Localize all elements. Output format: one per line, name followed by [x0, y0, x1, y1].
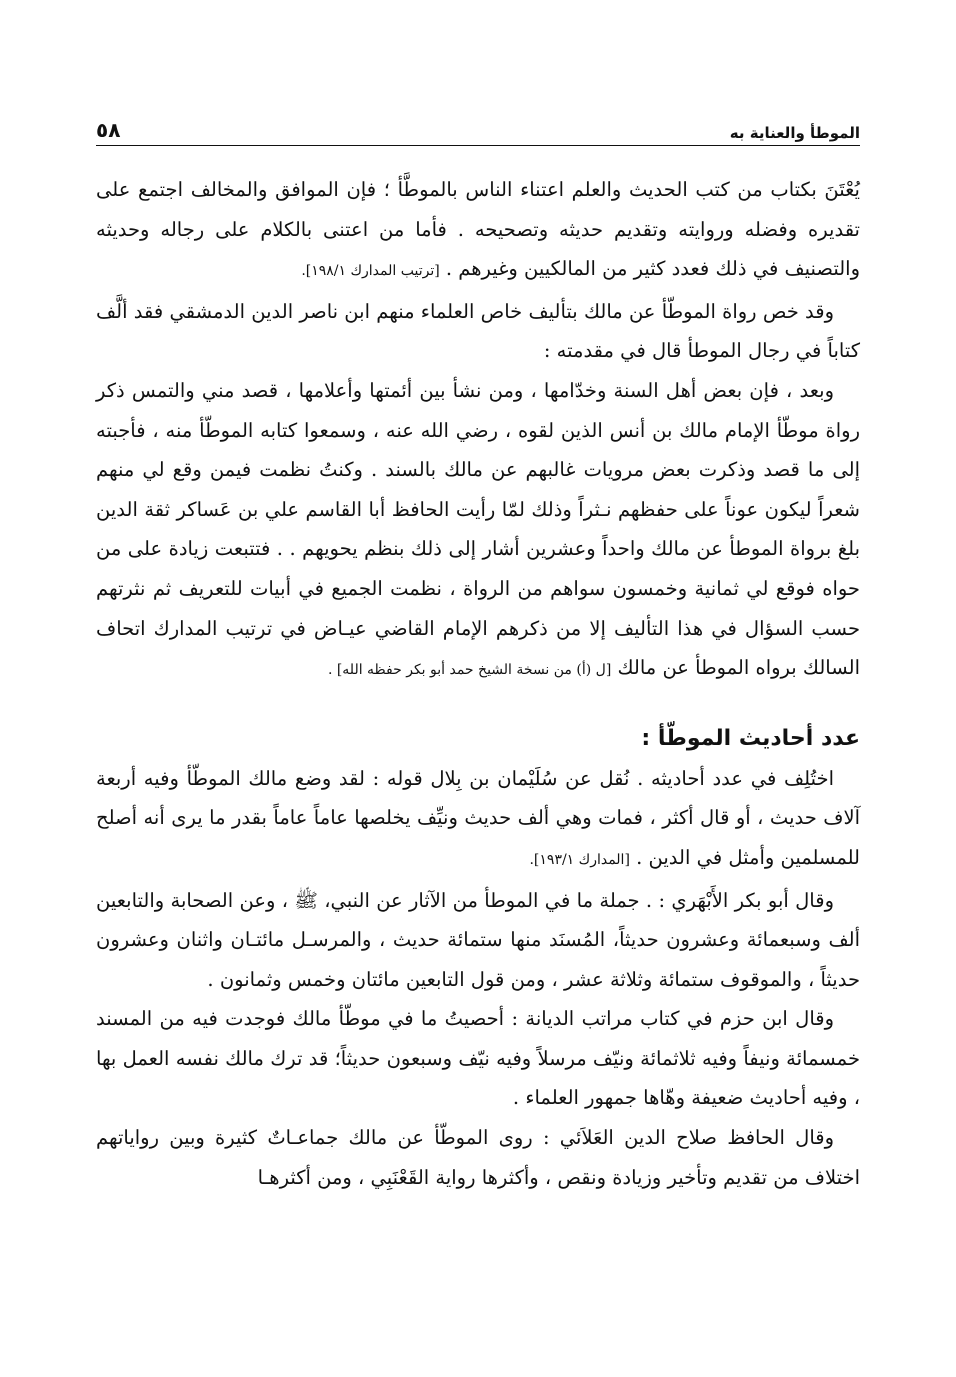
paragraph-7 [96, 1118, 860, 1197]
paragraph-5-text-before: وقال أبو بكر الأَبْهَري : . جملة ما في الموطأ من الآثار عن النبي، [324, 888, 834, 912]
paragraph-2 [96, 292, 860, 371]
paragraph-1-text: يُعْتَنَ بكتاب من كتب الحديث والعلم اعتناء الناس بالموطَّأ ؛ فإن الموافق والمخالف اجتمع على تقديره وفضله وروايته وتقديم حديثه وتصحيحه . فأما من اعتنى بالكلام على رجاله وحديثه والتصنيف في ذلك فعدد كثير من المالكيين وغيرهم . [96, 178, 860, 281]
running-title: الموطأ والعناية به [729, 124, 860, 142]
salawat-symbol: ﷺ [294, 888, 318, 912]
paragraph-3-text: وبعد ، فإن بعض أهل السنة وخدّامها ، ومن نشأ بين أئمتها وأعلامها ، قصد مني والتمس ذكر رواة موطّأ الإمام مالك بن أنس الذين لقوه ، رضي الله عنه ، وسمعوا كتابه الموطّأ منه ، فأجبته إلى ما قصد وذكرت بعض مرويات غالبهم عن مالك بالسند . وكنتُ نظمت فيمن وقع لي منهم شعراً ليكون عوناً على حفظهم نـثراً وذلك لمّا رأيت الحافظ أبا القاسم علي بن عَساكر ثقة الدين بلغ برواة الموطأ عن مالك واحداً وعشرين أشار إلى ذلك بنظم يحويهم . . فتتبعت زيادة على من حواه فوقع لي ثمانية وخمسون سواهم من الرواة ، نظمت الجميع في أبيات للتعريف ثم نثرتهم حسب السؤال في هذا التأليف إلا من ذكرهم الإمام القاضي عيـاض في ترتيب المدارك اتحاف السالك برواه الموطأ عن مالك [96, 378, 860, 680]
body-text [96, 170, 860, 1197]
paragraph-6-text: وقال ابن حزم في كتاب مراتب الديانة : أحصيتُ ما في موطّأ مالك فوجدت فيه من المسند خمسمائة ونيفاً وفيه ثلاثمائة ونيّف مرسلاً وفيه نيّف وسبعون حديثاً؛ قد ترك مالك نفسه العمل بها ، وفيه أحاديث ضعيفة وهّاها جمهور العلماء . [96, 1007, 860, 1110]
citation-3: [ل (أ) من نسخة الشيخ حمد أبو بكر حفظه الله] . [327, 662, 612, 679]
paragraph-3 [96, 371, 860, 691]
running-header [96, 108, 860, 146]
paragraph-2-text: وقد خص رواة الموطّأ عن مالك بتأليف خاص العلماء منهم ابن ناصر الدين الدمشقي فقد ألَّف كتاباً في رجال الموطأ قال في مقدمته : [96, 299, 860, 363]
paragraph-4-text: اختُلِف في عدد أحاديثه . نُقل عن سُلَيْمان بن بِلال قوله : لقد وضع مالك الموطّأ وفيه أربعة آلاف حديث ، أو قال أكثر ، فمات وهي ألف حديث ونيِّف يخلصها عاماً عاماً بقدر ما يرى أنه أصلح للمسلمين وأمثل في الدين . [96, 766, 860, 869]
page-number: ٥٨ [96, 118, 121, 142]
paragraph-6 [96, 999, 860, 1118]
paragraph-5-text-after: ، وعن الصحابة والتابعين ألف وسبعمائة وعشرون حديثاً، المُسنَد منها ستمائة حديث ، والمرسـل مائتـان واثنان وعشرون حديثاً ، والموقوف ستمائة وثلاثة عشر ، ومن قول التابعين مائتان وخمس وثمانون . [96, 888, 860, 991]
citation-1: [ترتيب المدارك ١٩٨/١]. [301, 263, 440, 280]
paragraph-7-text: وقال الحافظ صلاح الدين العَلاَئي : روى الموطّأ عن مالك جماعـاتٌ كثيرة وبين رواياتهم اختلاف من تقديم وتأخير وزيادة ونقص ، وأكثرها رواية القَعْنَبِي ، ومن أكثرهـا [96, 1126, 860, 1189]
section-heading: عدد أحاديث الموطّأ : [641, 725, 860, 751]
paragraph-5 [96, 881, 860, 1000]
paragraph-1 [96, 170, 860, 292]
citation-4: [المدارك ١٩٣/١]. [529, 851, 630, 868]
paragraph-4 [96, 759, 860, 881]
